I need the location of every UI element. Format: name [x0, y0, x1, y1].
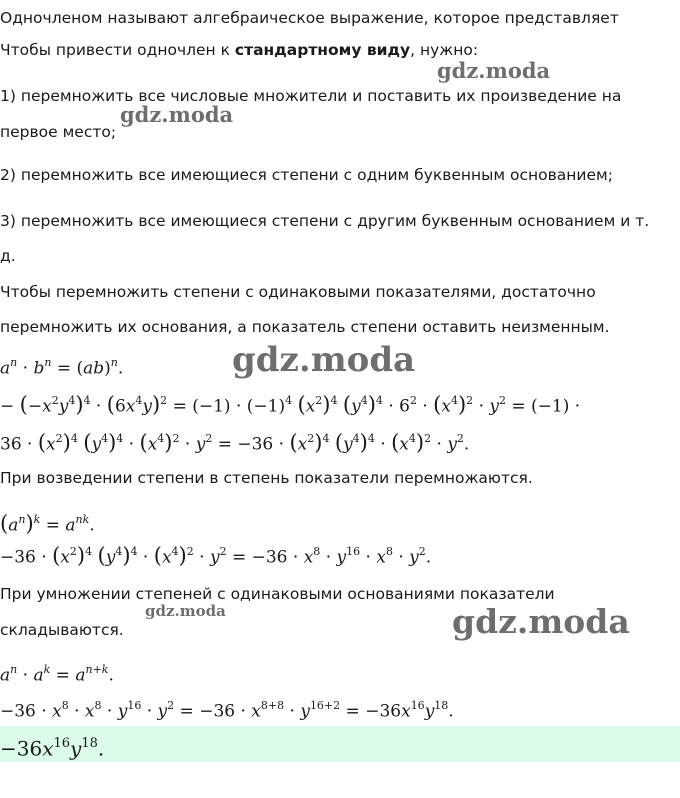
same-base-rule-line-1: При умножении степеней с одинаковыми основаниями показатели	[0, 585, 555, 603]
intro-bold: стандартному виду	[234, 41, 411, 59]
rule-3-line-1: 3) перемножить все имеющиеся степени с другим буквенным основанием и т.	[0, 212, 650, 230]
rule-2: 2) перемножить все имеющиеся степени с одним буквенным основанием;	[0, 166, 613, 184]
intro-post: , нужно:	[410, 41, 479, 59]
final-answer: $-36x^{16}y^{18}$.	[0, 736, 105, 761]
formula-product-of-powers: $a^n \cdot a^k = a^{n+k}$.	[0, 663, 114, 686]
standard-form-intro	[0, 40, 478, 60]
power-product-rule-line-2: перемножить их основания, а показатель степени оставить неизменным.	[0, 318, 610, 336]
rule-1-line-1: 1) перемножить все числовые множители и поставить их произведение на	[0, 87, 622, 105]
watermark-logo: gdz.moda	[452, 602, 630, 641]
formula-step-3: $-36 \cdot (x^2)^4$ $(y^4)^4 \cdot (x^4)^2 \cdot y^2 = -36 \cdot x^8 \cdot y^{16} \cdot x^8 \cdot y^2$.	[0, 543, 432, 568]
watermark-logo: gdz.moda	[437, 58, 551, 83]
power-product-rule-line-1: Чтобы перемножить степени с одинаковыми показателями, достаточно	[0, 283, 596, 301]
intro-pre: Чтобы привести одночлен к	[0, 41, 235, 59]
rule-1-line-2: первое место;	[0, 123, 117, 141]
same-base-rule-line-2: складываются.	[0, 621, 124, 639]
watermark-logo: gdz.moda	[120, 102, 234, 127]
formula-step-1: − $(-x^2y^4)^4 \cdot (6x^4y)^2 = (-1) \cdot (-1)^4$ $(x^2)^4$ $(y^4)^4 \cdot 6^2 \cdot (x^4)^2 \cdot y^2 = (-1)$ ·	[0, 392, 581, 417]
formula-step-2: $36 \cdot (x^2)^4$ $(y^4)^4 \cdot (x^4)^2 \cdot y^2 = -36 \cdot (x^2)^4$ $(y^4)^4 \cdot (x^4)^2 \cdot y^2$.	[0, 430, 470, 455]
watermark-logo: gdz.moda	[145, 602, 226, 620]
formula-step-4: $-36 \cdot x^8 \cdot x^8 \cdot y^{16} \cdot y^2 = -36 \cdot x^{8+8} \cdot y^{16+2} = -36x^{16}y^{18}$.	[0, 699, 454, 722]
power-of-power-rule: При возведении степени в степень показатели перемножаются.	[0, 469, 533, 487]
formula-power-of-product: $a^n \cdot b^n = (ab)^n$.	[0, 356, 124, 379]
definition-line: Одночленом называют алгебраическое выражение, которое представляет	[0, 9, 619, 27]
formula-power-of-power: $(a^n)^k = a^{nk}$.	[0, 511, 95, 536]
rule-3-line-2: д.	[0, 247, 16, 265]
watermark-logo: gdz.moda	[232, 340, 416, 380]
